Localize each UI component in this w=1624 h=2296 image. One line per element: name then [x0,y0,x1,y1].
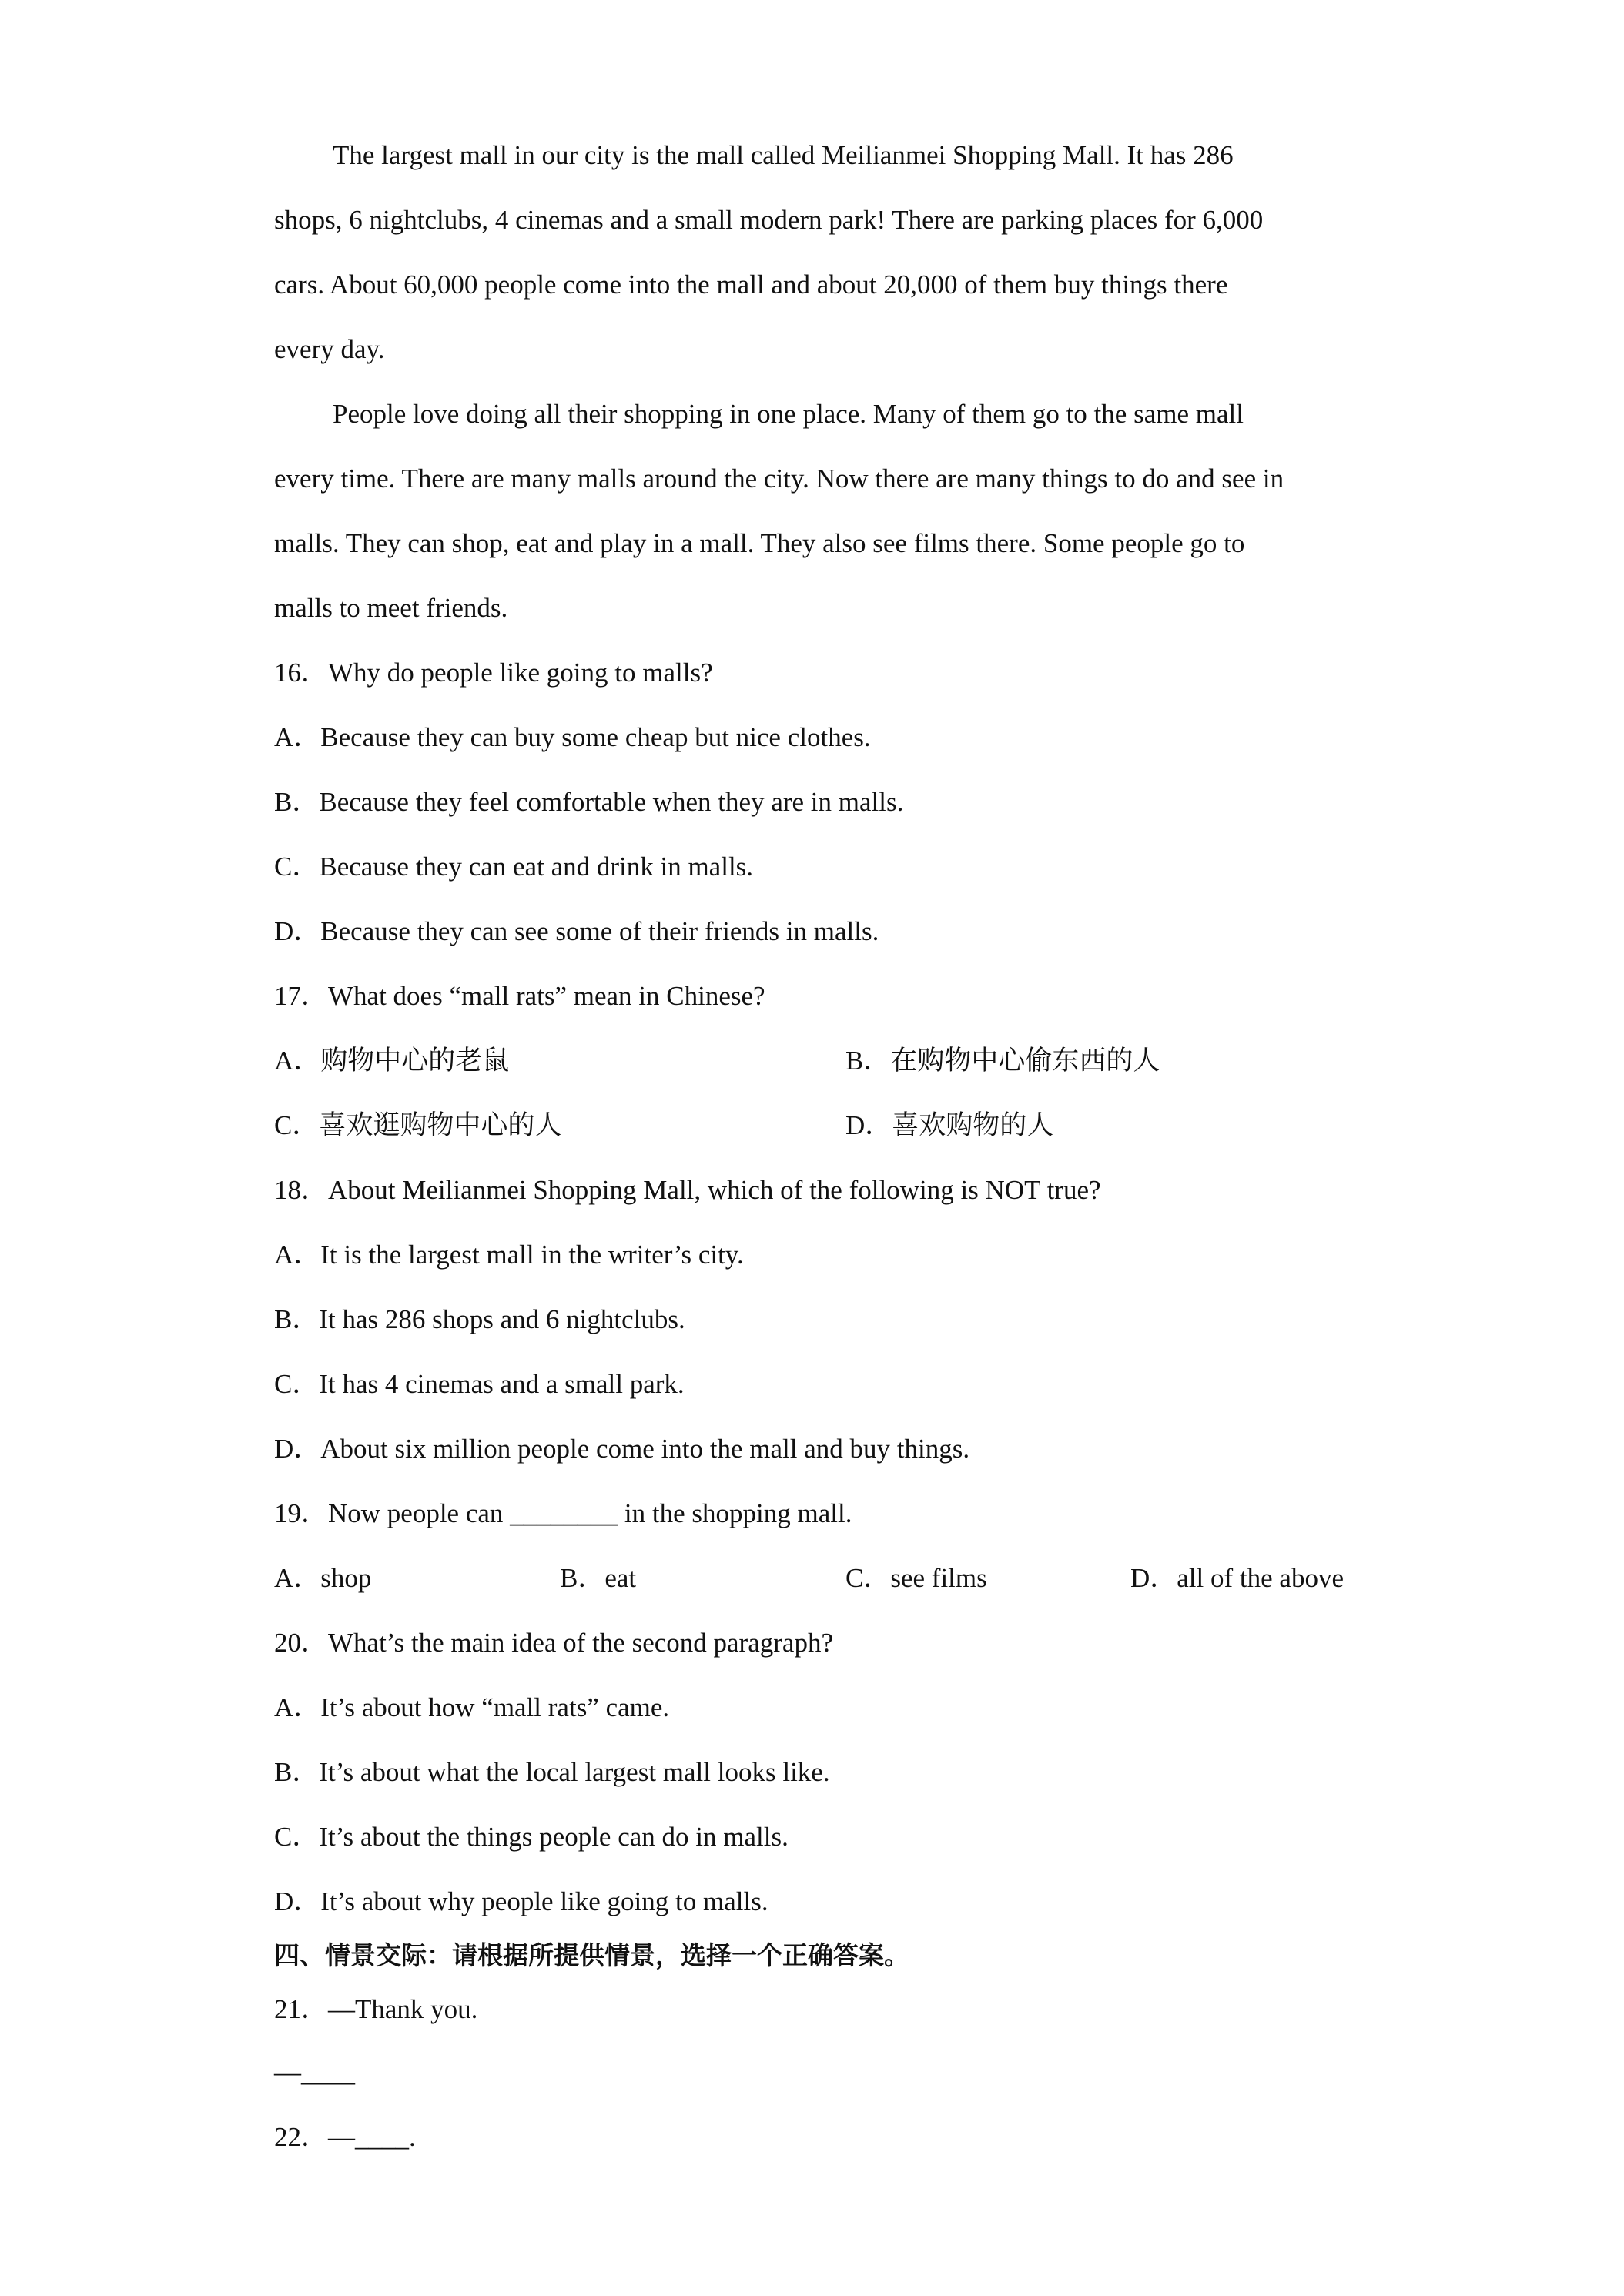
passage-line: cars. About 60,000 people come into the mall and about 20,000 of them buy things there [274,269,1228,300]
answer-option[interactable]: C．It has 4 cinemas and a small park. [274,1369,685,1399]
passage-line: malls to meet friends. [274,593,508,623]
passage-line: every day. [274,334,385,364]
answer-option[interactable]: B．eat [560,1563,637,1593]
answer-option[interactable]: A．It’s about how “mall rats” came. [274,1692,670,1722]
answer-option[interactable]: D．About six million people come into the mall and buy things. [274,1434,970,1464]
passage-line: People love doing all their shopping in one place. Many of them go to the same mall [333,399,1244,429]
answer-option[interactable]: C．喜欢逛购物中心的人 [274,1110,562,1140]
passage-line: malls. They can shop, eat and play in a mall. They also see films there. Some people go to [274,528,1245,558]
answer-option[interactable]: A．shop [274,1563,372,1593]
question-stem: 19．Now people can ________ in the shopping mall. [274,1498,852,1528]
question-stem: 20．What’s the main idea of the second paragraph? [274,1628,833,1658]
answer-option[interactable]: C．Because they can eat and drink in malls. [274,852,754,882]
answer-option[interactable]: A．购物中心的老鼠 [274,1046,510,1076]
answer-option[interactable]: A．It is the largest mall in the writer’s city. [274,1240,744,1270]
answer-option[interactable]: D．It’s about why people like going to malls. [274,1886,768,1916]
answer-option[interactable]: D．Because they can see some of their friends in malls. [274,916,879,946]
answer-option[interactable]: B．It’s about what the local largest mall looks like. [274,1757,830,1787]
answer-option[interactable]: B．Because they feel comfortable when they are in malls. [274,787,904,817]
question-stem: 22．—____. [274,2122,416,2152]
passage-line: shops, 6 nightclubs, 4 cinemas and a small modern park! There are parking places for 6,000 [274,205,1264,235]
answer-option[interactable]: D．喜欢购物的人 [845,1110,1054,1140]
answer-option[interactable]: B．在购物中心偷东西的人 [845,1046,1160,1076]
answer-option[interactable]: B．It has 286 shops and 6 nightclubs. [274,1304,685,1334]
answer-blank[interactable]: —____ [274,2057,355,2087]
question-stem: 17．What does “mall rats” mean in Chinese? [274,981,765,1011]
answer-option[interactable]: A．Because they can buy some cheap but nice clothes. [274,722,871,752]
answer-option[interactable]: C．see films [845,1563,987,1593]
question-stem: 18．About Meilianmei Shopping Mall, which of the following is NOT true? [274,1175,1101,1205]
question-stem: 21．—Thank you. [274,1994,478,2024]
section-heading: 四、情景交际：请根据所提供情景，选择一个正确答案。 [274,1940,909,1970]
answer-option[interactable]: D．all of the above [1130,1563,1344,1593]
passage-line: The largest mall in our city is the mall called Meilianmei Shopping Mall. It has 286 [333,140,1234,170]
question-stem: 16．Why do people like going to malls? [274,658,713,688]
passage-line: every time. There are many malls around the city. Now there are many things to do and see in [274,464,1284,494]
answer-option[interactable]: C．It’s about the things people can do in malls. [274,1822,789,1852]
